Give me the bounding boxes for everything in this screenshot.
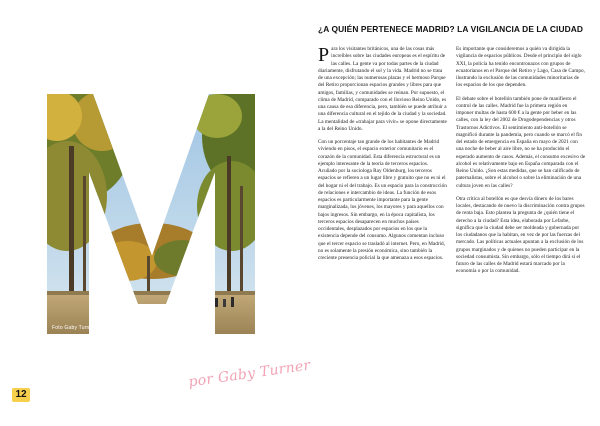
byline: por Gaby Turner: [187, 357, 312, 391]
page-number-badge: 12: [12, 388, 30, 402]
paragraph-2: Con un porcentaje tan grande de los habitantes de Madrid viviendo en pisos, el espacio exterior comunitario es el corazón de la comunidad. Esta diferencia estructural es un ejemplo interesante de la teoría de terceros espacios. Acuñado por la sociologa Ray Oldenburg, los terceros espacios se refieren a un lugar libre y gratuito que no es ni el del hogar ni el del trabajo. Es un espacio para la construcción de relaciones e intercambio de ideas. La función de esos espacios es particularmente importante para la gente marginalizada, los jóvenes, los mayores y para aquellos con bajos ingresos. Sin embargo, en la época capitalista, los terceros espacios desaparecen en muchos países occidentales, desplazados por espacios en los que la existencia depende del consumo. Algunos comentan incluso que el tercer espacio se trasladó al internet. Pero, en Madrid, no es solamente la presión económica, sino también la creciente presencia policial la que amenaza a esos espacios.: [318, 139, 447, 261]
paragraph-3: Es importante que consideremos a quién va dirigida la vigilancia de espacios públicos. Desde el principio del siglo XXI, la policía ha tenido encontronazos con grupos de ecuatorianos en el Parque del Retiro y Lago, Casa de Campo, ilustrando la exclusión de las comunidades minoritarias de los espacios de los que dependen.: [456, 46, 585, 89]
text-column-1: [318, 46, 447, 268]
big-letter-m-photo: [47, 86, 257, 334]
paragraph-1-text: ara los visitantes británicos, una de las cosas más increíbles sobre las ciudades europeas es el espíritu de las calles. La gente va por todas partes de la ciudad diariamente, disfrutando el sol y la vida. Madrid no se trata de una excepción; las numerosas plazas y el hermoso Parque del Retiro proporcionan espacios grandes y libres para que amigos, familias, y comunidades se reúnan. Por supuesto, el clima de Madrid, comparado con el lluvioso Reino Unido, es una causa de esa diferencia, pero, también se puede atribuir a una diferencia cultural en el tejido de la ciudad y la sociedad. La mentalidad de «trabajar para vivir» se opone directamente a la del Reino Unido.: [318, 46, 447, 132]
article-headline: ¿A QUIÉN PERTENECE MADRID? LA VIGILANCIA DE LA CIUDAD: [318, 24, 584, 34]
paragraph-5: Otra crítica al botellón es que desvía dinero de los bares locales, destacando de nuevo la discriminación contra grupos de renta baja. Esto plantea la pregunta de ¿quién tiene el derecho a la ciudad? Esta idea, elaborada por Lefarbe, significa que la ciudad debe ser moldeada y gobernada por los ciudadanos que la habitan, en vez de por las fuerzas del mercado. Las políticas actuales apuntan a la exclusión de los grupos marginados y de quienes no pueden participar en la sociedad consumista. Sin embargo, sólo el tiempo dirá si el futuro de las calles de Madrid estará marcado por la economía o por la comunidad.: [456, 195, 585, 275]
text-column-2: [456, 46, 586, 282]
photo-credit: Foto Gaby Turner: [52, 325, 95, 331]
paragraph-4: El debate sobre el botellón también pone de manifiesto el control de las calles. Madrid fue la primera región en imponer multas de hasta 600 € a la gente por beber en las calles, con la ley del 2002 de Drogodependencias y otros Trastornos Adictivos. El sentimiento anti-botellón se magnificó durante la pandemia, pero cuando se marcó el fin del estado de emergencia en España en mayo de 2021 con una noche de beber al aire libre, no se ha producido el esperado aumento de casos. Además, el consumo excesivo de alcohol es relativamente bajo en España comparada con el Reino Unido. ¿Son estas medidas, que se han calificado de paternalistas, sobre el alcohol o sobre la eliminación de una cultura joven en las calles?: [456, 95, 586, 189]
drop-cap: P: [318, 44, 330, 66]
paragraph-1: [318, 46, 447, 133]
photo-letter-svg: [47, 86, 257, 334]
